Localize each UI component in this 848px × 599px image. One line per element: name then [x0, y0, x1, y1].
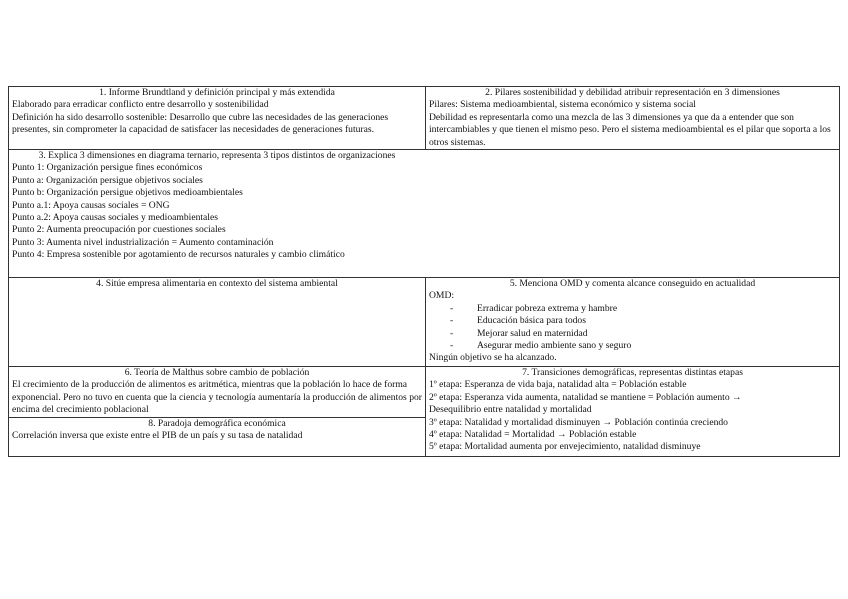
- section-6-title: 6. Teoría de Malthus sobre cambio de población: [124, 367, 310, 378]
- section-4-title: 4. Sitúe empresa alimentaria en contexto del sistema ambiental: [96, 278, 338, 289]
- table-border-right: [839, 86, 840, 456]
- section-2-cell: [426, 87, 839, 149]
- section-3-point: Punto a.1: Apoya causas sociales = ONG: [12, 199, 170, 211]
- section-1-cell: [9, 87, 425, 149]
- section-7-stage: 1º etapa: Esperanza de vida baja, natalidad alta = Población estable: [429, 379, 687, 391]
- section-7-cell: [426, 367, 839, 456]
- section-3-point: Punto 1: Organización persigue fines económicos: [12, 162, 203, 174]
- section-5-outro: Ningún objetivo se ha alcanzado.: [429, 352, 557, 364]
- section-3-point: Punto 2: Aumenta preocupación por cuestiones sociales: [12, 224, 226, 236]
- section-2-title: 2. Pilares sostenibilidad y debilidad atribuir representación en 3 dimensiones: [485, 87, 780, 98]
- section-8-title: 8. Paradoja demográfica económica: [148, 418, 286, 429]
- section-2-pillars: Pilares: Sistema medioambiental, sistema económico y sistema social: [429, 99, 696, 111]
- section-5-cell: [426, 278, 839, 366]
- section-3-point: Punto 3: Aumenta nivel industrialización = Aumento contaminación: [12, 236, 274, 248]
- section-3-point: Punto a.2: Apoya causas sociales y medioambientales: [12, 212, 218, 224]
- section-3-point: Punto b: Organización persigue objetivos medioambientales: [12, 187, 243, 199]
- section-1-title: 1. Informe Brundtland y definición principal y más extendida: [99, 87, 335, 98]
- list-item: - Mejorar salud en maternidad: [429, 328, 836, 340]
- section-6-cell: [9, 367, 425, 417]
- section-5-list: [429, 303, 836, 353]
- section-5-intro: OMD:: [429, 290, 455, 302]
- list-item: - Asegurar medio ambiente sano y seguro: [429, 340, 836, 352]
- list-item: - Educación básica para todos: [429, 315, 836, 327]
- section-8-cell: [9, 418, 425, 456]
- section-7-stage: 2º etapa: Esperanza vida aumenta, natalidad se mantiene = Población aumento →: [429, 391, 742, 403]
- section-3-point: Punto a: Organización persigue objetivos sociales: [12, 174, 203, 186]
- section-7-stage: 4º etapa: Natalidad = Mortalidad → Población estable: [429, 429, 637, 441]
- section-5-title: 5. Menciona OMD y comenta alcance conseguido en actualidad: [509, 278, 756, 289]
- section-7-stage: Desequilibrio entre natalidad y mortalidad: [429, 404, 592, 416]
- section-4-cell: [9, 278, 425, 366]
- section-3-point: Punto 4: Empresa sostenible por agotamiento de recursos naturales y cambio climático: [12, 249, 345, 261]
- section-7-stage: 3º etapa: Natalidad y mortalidad disminuyen → Población continúa creciendo: [429, 416, 728, 428]
- section-3-title: 3. Explica 3 dimensiones en diagrama ternario, representa 3 tipos distintos de organizaciones: [38, 150, 396, 161]
- table-border-bottom: [8, 456, 840, 457]
- section-1-line: Elaborado para erradicar conflicto entre desarrollo y sostenibilidad: [12, 99, 269, 111]
- section-1-definition: Definición ha sido desarrollo sostenible: Desarrollo que cubre las necesidades de las generaciones presentes, sin comprometer la capacidad de satisfacer las necesidades de generaciones futuras.: [12, 111, 389, 136]
- section-6-body: El crecimiento de la producción de alimentos es aritmética, mientras que la población lo hace de forma exponencial. Pero no tuvo en cuenta que la ciencia y tecnología aumentaría la producción de alimentos por encima del crecimiento poblacional: [12, 379, 422, 416]
- section-2-weakness: Debilidad es representarla como una mezcla de las 3 dimensiones ya que da a entender que son intercambiables y que tienen el mismo peso. Pero el sistema medioambiental es el pilar que soporta a los otros sistemas.: [429, 111, 831, 148]
- section-7-title: 7. Transiciones demográficas, representas distintas etapas: [522, 367, 743, 378]
- section-3-cell: [9, 150, 425, 277]
- section-7-stage: 5º etapa: Mortalidad aumenta por envejecimiento, natalidad disminuye: [429, 441, 701, 453]
- section-8-body: Correlación inversa que existe entre el PIB de un país y su tasa de natalidad: [12, 430, 303, 442]
- list-item: - Erradicar pobreza extrema y hambre: [429, 303, 836, 315]
